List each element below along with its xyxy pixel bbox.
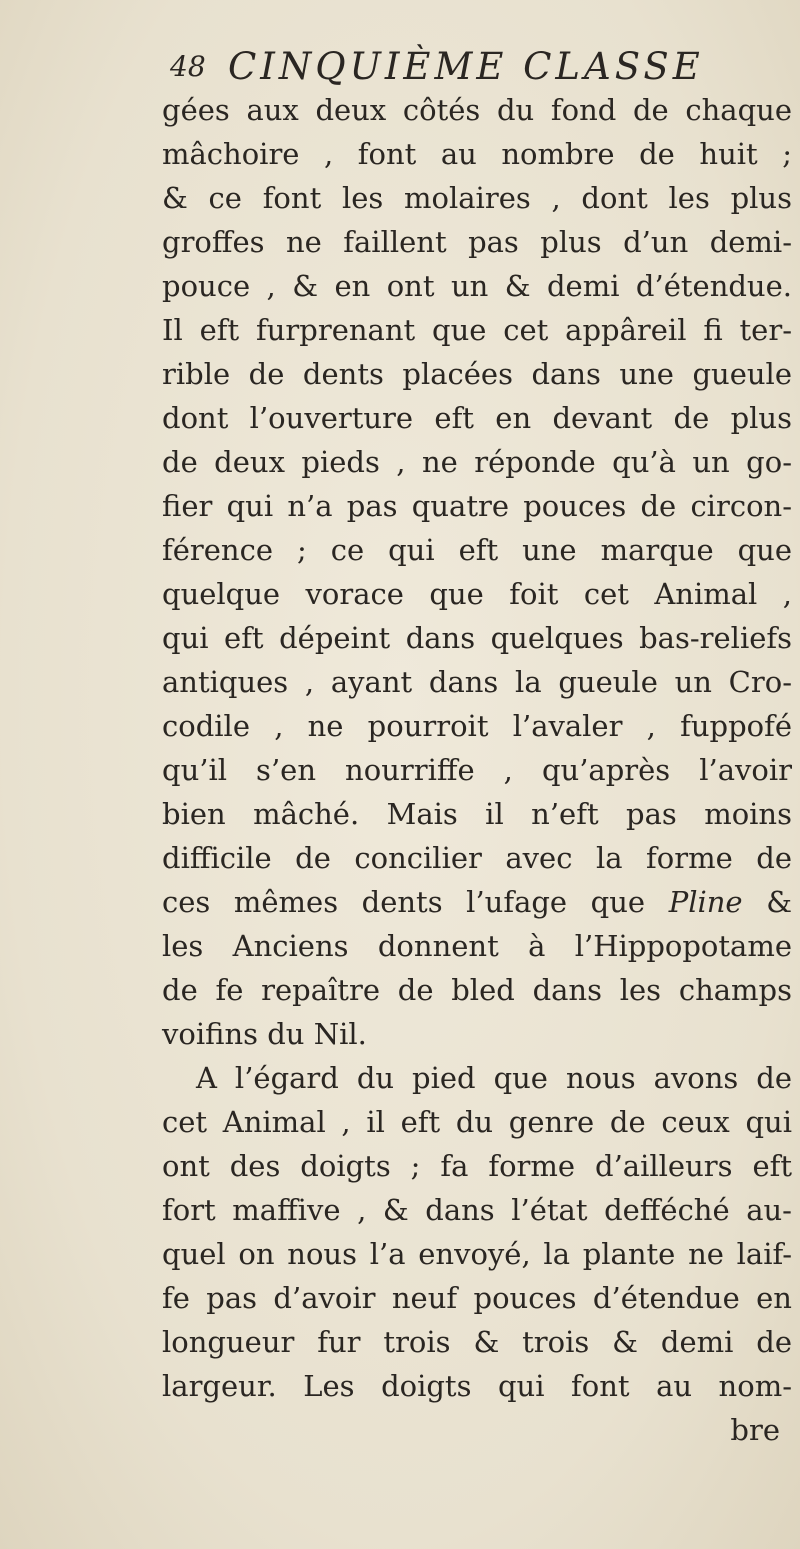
text-line: qu’il s’en nourriffe , qu’après l’avoir: [162, 753, 792, 787]
text-line-end: &: [766, 885, 793, 919]
text-line: quelque vorace que foit cet Animal ,: [162, 577, 792, 611]
text-line: antiques , ayant dans la gueule un Cro-: [162, 665, 792, 699]
text-line: gées aux deux côtés du fond de chaque: [162, 93, 792, 127]
text-line: cet Animal , il eft du genre de ceux qui: [162, 1105, 792, 1139]
text-line: difficile de concilier avec la forme de: [162, 841, 792, 875]
text-line: codile , ne pourroit l’avaler , fuppofé: [162, 709, 792, 743]
text-line: fort maffive , & dans l’état defféché au-: [162, 1193, 792, 1227]
text-line: fier qui n’a pas quatre pouces de circon-: [162, 489, 792, 523]
text-line: rible de dents placées dans une gueule: [162, 357, 792, 391]
body-text: [162, 88, 792, 1452]
paragraph-end-line: voifins du Nil.: [162, 1017, 367, 1051]
text-line: groffes ne faillent pas plus d’un demi-: [162, 225, 792, 259]
text-line: pouce , & en ont un & demi d’étendue.: [162, 269, 792, 303]
text-line-start: ces mêmes dents l’ufage que: [162, 885, 646, 919]
text-line: mâchoire , font au nombre de huit ;: [162, 137, 792, 171]
text-line: de fe repaître de bled dans les champs: [162, 973, 792, 1007]
text-line: qui eft dépeint dans quelques bas-reliefs: [162, 621, 792, 655]
text-line: quel on nous l’a envoyé, la plante ne laif-: [162, 1237, 792, 1271]
page-number: 48: [170, 50, 206, 83]
text-line: & ce font les molaires , dont les plus: [162, 181, 792, 215]
text-line: dont l’ouverture eft en devant de plus: [162, 401, 792, 435]
text-line: de deux pieds , ne réponde qu’à un go-: [162, 445, 792, 479]
text-line: ont des doigts ; fa forme d’ailleurs eft: [162, 1149, 792, 1183]
text-line: les Anciens donnent à l’Hippopotame: [162, 929, 792, 963]
text-line: Il eft furprenant que cet appâreil fi ter-: [162, 313, 792, 347]
running-head: CINQUIÈME CLASSE: [228, 45, 704, 88]
text-line: fe pas d’avoir neuf pouces d’étendue en: [162, 1281, 792, 1315]
text-line: bien mâché. Mais il n’eft pas moins: [162, 797, 792, 831]
text-line: férence ; ce qui eft une marque que: [162, 533, 792, 567]
text-line: longueur fur trois & trois & demi de: [162, 1325, 792, 1359]
page-header: [170, 44, 790, 90]
catchword: bre: [730, 1413, 780, 1447]
paragraph-start-line: A l’égard du pied que nous avons de: [196, 1061, 792, 1095]
text-line-with-italic: [162, 880, 792, 924]
text-line: largeur. Les doigts qui font au nom-: [162, 1369, 792, 1403]
italic-name: Pline: [668, 885, 743, 919]
